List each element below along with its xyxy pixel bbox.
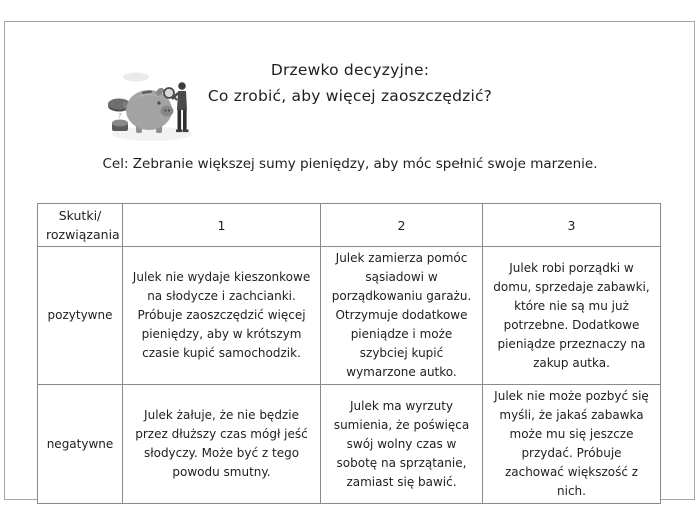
table-header-row [38, 204, 661, 247]
corner-header-cell [38, 204, 123, 247]
cell-negative-1: Julek żałuje, że nie będzie przez dłuższy czas mógł jeść słodyczy. Może być z tego powodu smutny. [123, 385, 321, 504]
cell-negative-3: Julek nie może pozbyć się myśli, że jakaś zabawka może mu się jeszcze przydać. Próbuje zachować większość z nich. [483, 385, 661, 504]
decision-table [37, 203, 661, 504]
page-title [0, 57, 700, 109]
column-header-2: 2 [321, 204, 483, 247]
corner-header-line1: Skutki/ [58, 208, 102, 223]
column-header-1: 1 [123, 204, 321, 247]
table-row-negative [38, 385, 661, 504]
cell-negative-2: Julek ma wyrzuty sumienia, że poświęca swój wolny czas w sobotę na sprzątanie, zamiast się bawić. [321, 385, 483, 504]
cell-positive-2: Julek zamierza pomóc sąsiadowi w porządkowaniu garażu. Otrzymuje dodatkowe pieniądze i może szybciej kupić wymarzone autko. [321, 247, 483, 385]
table-row-positive [38, 247, 661, 385]
cell-positive-3: Julek robi porządki w domu, sprzedaje zabawki, które nie są mu już potrzebne. Dodatkowe pieniądze przeznaczy na zakup autka. [483, 247, 661, 385]
cell-positive-1: Julek nie wydaje kieszonkowe na słodycze i zachcianki. Próbuje zaoszczędzić więcej pieniędzy, aby w krótszym czasie kupić samochodzik. [123, 247, 321, 385]
row-label-negative: negatywne [38, 385, 123, 504]
goal-text: Cel: Zebranie większej sumy pieniędzy, aby móc spełnić swoje marzenie. [102, 156, 598, 172]
corner-header-line2: rozwiązania [46, 227, 120, 242]
piggy-bank-savings-icon [106, 66, 198, 144]
page-title-line2: Co zrobić, aby więcej zaoszczędzić? [207, 87, 493, 105]
svg-text:?: ? [118, 112, 122, 120]
column-header-3: 3 [483, 204, 661, 247]
row-label-positive: pozytywne [38, 247, 123, 385]
page-title-line1: Drzewko decyzyjne: [270, 61, 430, 79]
